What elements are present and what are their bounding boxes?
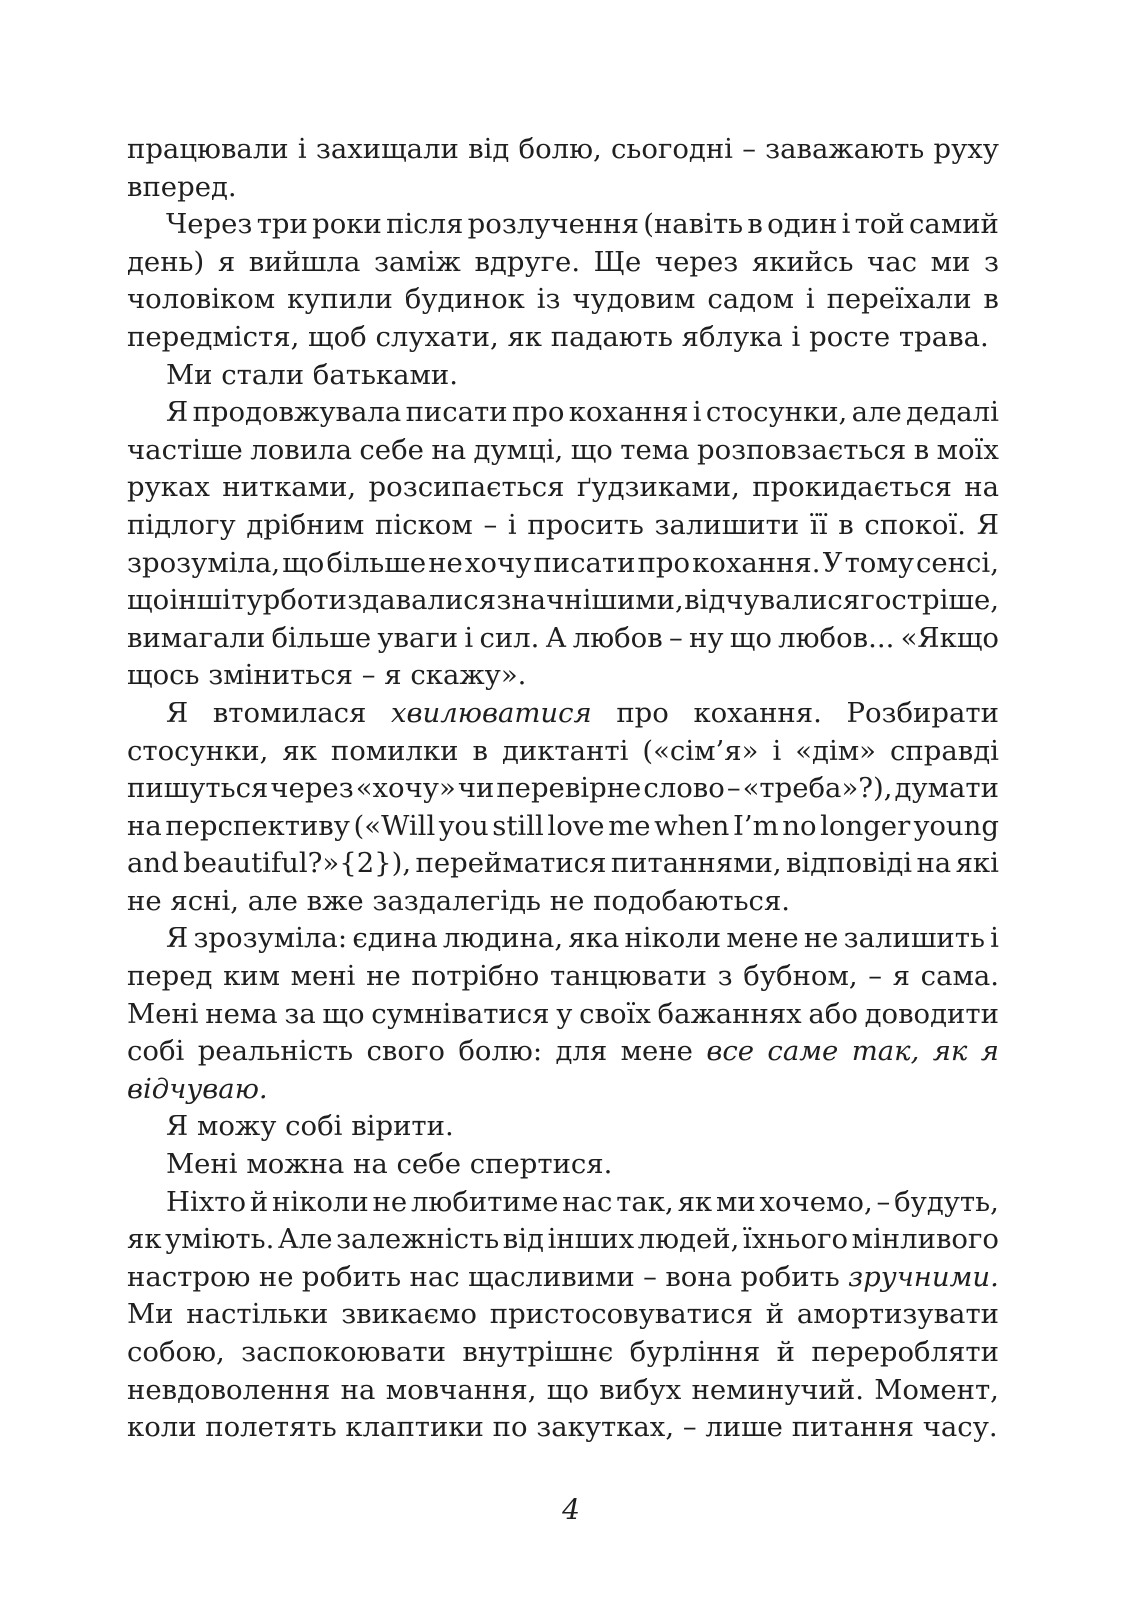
text-line: руках нитками, розсипається ґудзиками, прокидається на — [127, 471, 999, 504]
text-line: зрозуміла, що більше не хочу писати про кохання. У тому сенсі, — [127, 546, 999, 579]
text-line: Я можу собі вірити. — [166, 1110, 454, 1143]
text-line: Через три роки після розлучення (навіть в один і той самий — [166, 208, 999, 241]
text-line: підлогу дрібним піском – і просить залишити її в спокої. Я — [127, 508, 999, 541]
text-line: and beautiful?»{2}), перейматися питаннями, відповіді на які — [127, 847, 999, 880]
text-line: стосунки, як помилки в диктанті («сім’я» і «дім» справді — [127, 734, 999, 767]
text-line: Ніхто й ніколи не любитиме нас так, як ми хочемо, – будуть, — [166, 1185, 999, 1218]
text-line: не ясні, але вже заздалегідь не подобаються. — [127, 884, 791, 917]
body-text — [127, 131, 999, 1447]
text-line: чоловіком купили будинок із чудовим садом і переїхали в — [127, 283, 999, 316]
text-line: працювали і захищали від болю, сьогодні – заважають руху — [127, 133, 999, 165]
text-line: перед ким мені не потрібно танцювати з бубном, – я сама. — [127, 960, 999, 993]
text-line: вперед. — [127, 170, 237, 203]
text-line: на перспективу («Will you still love me when I’m no longer young — [127, 809, 999, 842]
text-line: Я зрозуміла: єдина людина, яка ніколи мене не залишить і — [166, 922, 999, 955]
text-line: Ми настільки звикаємо пристосовуватися й амортизувати — [127, 1298, 999, 1331]
text-line: вимагали більше уваги і сил. А любов – ну що любов... «Якщо — [127, 621, 999, 654]
text-line: собі реальність свого болю: для мене все саме так, як я — [127, 1035, 999, 1068]
text-line: пишуться через «хочу» чи перевірне слово – «треба»?), думати — [127, 772, 999, 805]
text-line: частіше ловила себе на думці, що тема розповзається в моїх — [127, 433, 999, 466]
text-line: Я продовжувала писати про кохання і стосунки, але дедалі — [166, 396, 999, 429]
text-line: коли полетять клаптики по закутках, – лише питання часу. — [127, 1411, 998, 1444]
text-line: Мені можна на себе спертися. — [166, 1148, 613, 1181]
page-number: 4 — [562, 1493, 580, 1526]
text-line: Мені нема за що сумніватися у своїх бажаннях або доводити — [127, 997, 999, 1030]
text-line: собою, заспокоювати внутрішнє бурління й переробляти — [127, 1336, 999, 1368]
text-line: Я втомилася хвилюватися про кохання. Розбирати — [166, 696, 999, 729]
text-line: щось зміниться – я скажу». — [127, 659, 527, 692]
text-line: передмістя, щоб слухати, як падають яблука і росте трава. — [127, 320, 989, 353]
text-line: що інші турботи здавалися значнішими, відчувалися гостріше, — [127, 584, 999, 617]
text-line: настрою не робить нас щасливими – вона робить зручними. — [127, 1260, 999, 1293]
text-line: відчуваю. — [127, 1072, 268, 1105]
text-line: як уміють. Але залежність від інших людей, їхнього мінливого — [127, 1223, 999, 1256]
text-line: невдоволення на мовчання, що вибух неминучий. Момент, — [127, 1373, 999, 1406]
text-line: день) я вийшла заміж вдруге. Ще через якийсь час ми з — [127, 245, 999, 278]
text-line: Ми стали батьками. — [166, 358, 458, 391]
